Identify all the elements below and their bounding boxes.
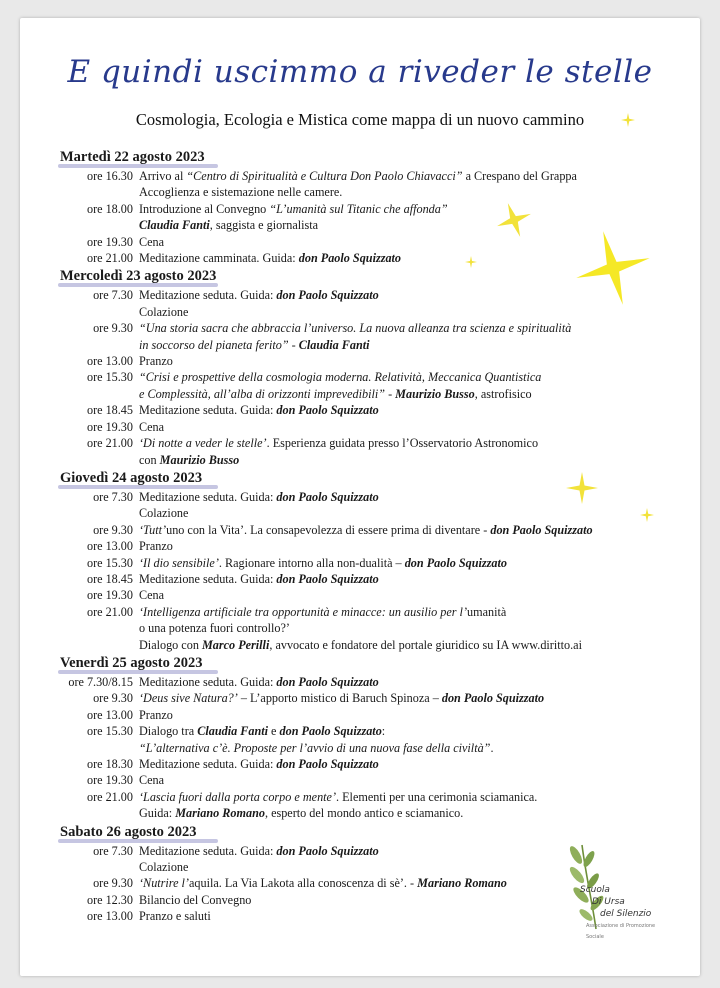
event-line: Claudia Fanti, saggista e giornalista (139, 218, 319, 233)
event-line: Meditazione seduta. Guida: don Paolo Squizzato (139, 288, 379, 303)
star-icon (620, 112, 636, 128)
event-description (139, 402, 680, 418)
schedule-row (60, 772, 680, 788)
event-description (139, 250, 680, 266)
event-line: ‘Deus sive Natura?’ – L’apporto mistico di Baruch Spinoza – don Paolo Squizzato (139, 691, 545, 706)
day-heading-text: Venerdì 25 agosto 2023 (60, 654, 203, 671)
event-time: ore 13.00 (86, 909, 133, 924)
event-line: “Una storia sacra che abbraccia l’universo. La nuova alleanza tra scienza e spiritualità (139, 321, 572, 336)
schedule-row (60, 789, 680, 822)
event-line: Meditazione seduta. Guida: don Paolo Squizzato (139, 757, 379, 771)
schedule-row (60, 402, 680, 418)
day-heading (60, 468, 680, 489)
event-description (139, 522, 680, 538)
schedule-row (60, 571, 680, 587)
event-line: Meditazione seduta. Guida: don Paolo Squizzato (139, 843, 379, 858)
event-time: ore 19.30 (86, 419, 133, 434)
event-line: Pranzo (139, 354, 173, 369)
event-time: ore 19.30 (86, 234, 133, 249)
event-line: Colazione (139, 860, 189, 875)
schedule-row (60, 555, 680, 571)
event-time: ore 19.30 (86, 588, 133, 603)
event-line: ‘Nutrire l’aquila. La Via Lakota alla conoscenza di sè’. - Mariano Romano (139, 876, 507, 891)
event-line: ‘Intelligenza artificiale tra opportunità e minacce: un ausilio per l’umanità (139, 604, 507, 619)
schedule-row (60, 522, 680, 538)
event-time: ore 18.00 (86, 201, 133, 216)
event-description (139, 604, 680, 653)
schedule-row (60, 604, 680, 653)
schedule-row (60, 723, 680, 756)
event-time: ore 15.30 (86, 724, 133, 739)
event-line: Pranzo (139, 707, 173, 722)
schedule-row (60, 707, 680, 723)
event-time: ore 7.30 (93, 489, 133, 504)
day-heading-text: Mercoledì 23 agosto 2023 (60, 268, 217, 285)
page-title: E quindi uscimmo a riveder le stelle (67, 54, 653, 90)
event-line: Bilancio del Convegno (139, 892, 252, 907)
event-description (139, 772, 680, 788)
event-line: Introduzione al Convegno “L’umanità sul Titanic che affonda” (139, 201, 448, 216)
event-line: Meditazione camminata. Guida: don Paolo Squizzato (139, 251, 402, 266)
event-description (139, 587, 680, 603)
schedule-row (60, 168, 680, 201)
day-heading (60, 822, 680, 843)
event-description (139, 320, 680, 353)
event-line: “L’alternativa c’è. Proposte per l’avvio di una nuova fase della civiltà”. (139, 740, 494, 755)
event-line: ‘Il dio sensibile’. Ragionare intorno alla non-dualità – don Paolo Squizzato (139, 555, 507, 570)
event-line: “Crisi e prospettive della cosmologia moderna. Relatività, Meccanica Quantistica (139, 370, 542, 385)
event-time: ore 9.30 (93, 691, 133, 706)
logo-text-line4: Associazione di Promozione Sociale (586, 923, 656, 940)
event-line: Meditazione seduta. Guida: don Paolo Squizzato (139, 403, 379, 418)
event-time: ore 19.30 (86, 773, 133, 788)
event-line: Meditazione seduta. Guida: don Paolo Squizzato (139, 674, 379, 689)
event-description (139, 369, 680, 402)
event-time: ore 18.45 (86, 571, 133, 586)
event-time: ore 13.00 (86, 539, 133, 554)
event-description (139, 201, 680, 234)
event-time: ore 16.30 (86, 169, 133, 183)
event-description (139, 538, 680, 554)
event-line: Guida: Mariano Romano, esperto del mondo antico e sciamanico. (139, 806, 464, 821)
day-heading (60, 266, 680, 287)
program-schedule (60, 147, 680, 925)
event-time: ore 9.30 (93, 321, 133, 336)
schedule-row (60, 201, 680, 234)
event-description (139, 353, 680, 369)
event-description (139, 756, 680, 772)
event-line: o una potenza fuori controllo?’ (139, 621, 290, 636)
page-subtitle: Cosmologia, Ecologia e Mistica come mappa di un nuovo cammino (135, 110, 585, 129)
event-description (139, 489, 680, 522)
schedule-row (60, 489, 680, 522)
schedule-row (60, 287, 680, 320)
event-description (139, 789, 680, 822)
event-line: ‘Lascia fuori dalla porta corpo e mente’. Elementi per una cerimonia sciamanica. (139, 789, 538, 804)
schedule-row (60, 353, 680, 369)
schedule-row (60, 435, 680, 468)
event-line: Cena (139, 234, 165, 249)
event-description (139, 435, 680, 468)
event-line: Cena (139, 588, 165, 603)
event-time: ore 9.30 (93, 522, 133, 537)
logo-text-line1: Scuola (580, 885, 610, 895)
event-time: ore 7.30 (93, 288, 133, 303)
event-time: ore 21.00 (86, 789, 133, 804)
school-logo (556, 841, 666, 940)
day-heading-text: Giovedì 24 agosto 2023 (60, 469, 203, 486)
event-time: ore 7.30 (93, 843, 133, 858)
event-description (139, 555, 680, 571)
event-time: ore 21.00 (86, 251, 133, 266)
event-line: Cena (139, 419, 165, 434)
event-time: ore 15.30 (86, 370, 133, 385)
event-description (139, 234, 680, 250)
schedule-row (60, 674, 680, 690)
event-time: ore 21.00 (86, 436, 133, 451)
event-description (139, 723, 680, 756)
document-page (20, 18, 700, 976)
day-heading-text: Sabato 26 agosto 2023 (60, 823, 197, 840)
day-heading (60, 653, 680, 674)
event-line: Meditazione seduta. Guida: don Paolo Squizzato (139, 571, 379, 586)
event-line: Meditazione seduta. Guida: don Paolo Squizzato (139, 489, 379, 504)
event-description (139, 168, 680, 201)
event-line: ‘Tutt’uno con la Vita’. La consapevolezza di essere prima di diventare - don Paolo Squizzato (139, 522, 593, 537)
schedule-row (60, 690, 680, 706)
schedule-row (60, 756, 680, 772)
event-time: ore 7.30/8.15 (68, 674, 133, 689)
event-line: con Maurizio Busso (139, 452, 240, 467)
event-line: Pranzo e saluti (139, 909, 211, 924)
event-time: ore 18.45 (86, 403, 133, 418)
event-line: Colazione (139, 506, 189, 521)
event-description (139, 674, 680, 690)
event-description (139, 690, 680, 706)
event-line: Dialogo tra Claudia Fanti e don Paolo Squizzato: (139, 724, 386, 739)
event-line: ‘Di notte a veder le stelle’. Esperienza guidata presso l’Osservatorio Astronomico (139, 436, 539, 451)
event-time: ore 18.30 (86, 757, 133, 771)
event-time: ore 12.30 (86, 892, 133, 907)
event-line: Dialogo con Marco Perilli, avvocato e fondatore del portale giuridico su IA www.diritto.ai (139, 637, 582, 652)
event-time: ore 21.00 (86, 604, 133, 619)
event-time: ore 15.30 (86, 555, 133, 570)
schedule-row (60, 250, 680, 266)
day-heading (60, 147, 680, 168)
schedule-row (60, 587, 680, 603)
schedule-row (60, 538, 680, 554)
event-line: Cena (139, 773, 165, 788)
event-line: in soccorso del pianeta ferito” - Claudia Fanti (139, 337, 370, 352)
logo-text-line2: Di Ursa (592, 897, 625, 907)
schedule-row (60, 320, 680, 353)
day-heading-text: Martedì 22 agosto 2023 (60, 149, 205, 165)
event-description (139, 287, 680, 320)
event-line: Arrivo al “Centro di Spiritualità e Cultura Don Paolo Chiavacci” a Crespano del Grappa (139, 169, 577, 183)
event-description (139, 419, 680, 435)
event-description (139, 707, 680, 723)
event-line: Colazione (139, 304, 189, 319)
event-line: e Complessità, all’alba di orizzonti imprevedibili” - Maurizio Busso, astrofisico (139, 386, 532, 401)
logo-text-line3: del Silenzio (600, 909, 652, 919)
heading-underline (58, 283, 218, 287)
schedule-row (60, 369, 680, 402)
schedule-row (60, 419, 680, 435)
event-description (139, 571, 680, 587)
event-line: Accoglienza e sistemazione nelle camere. (139, 185, 343, 200)
event-line: Pranzo (139, 539, 173, 554)
schedule-row (60, 234, 680, 250)
event-time: ore 13.00 (86, 354, 133, 369)
event-time: ore 13.00 (86, 707, 133, 722)
event-time: ore 9.30 (93, 876, 133, 891)
